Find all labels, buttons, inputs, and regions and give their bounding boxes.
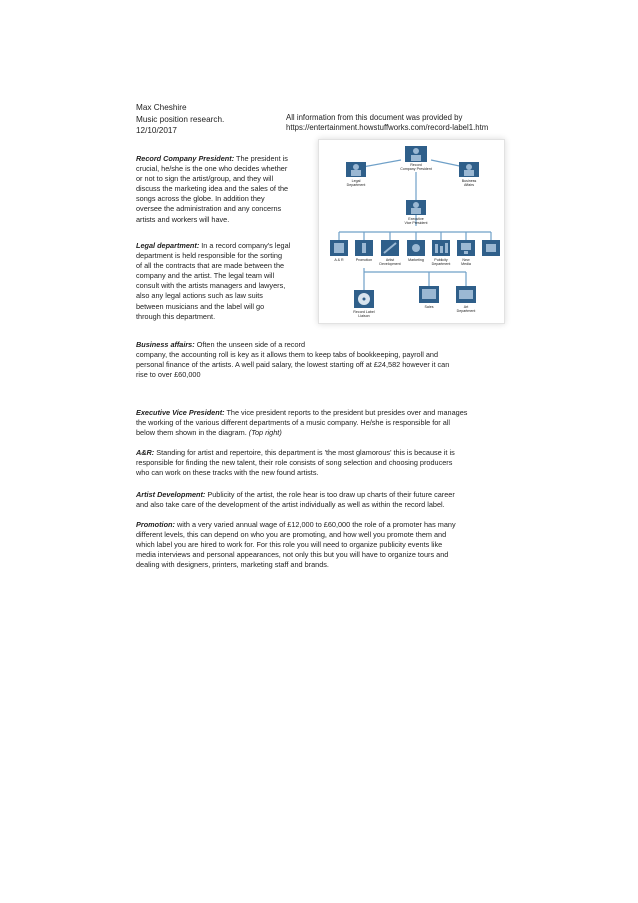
- promotion-line: different levels, this can depend on who you are promoting, and how well you promote them and: [136, 530, 447, 540]
- document-date: 12/10/2017: [136, 126, 177, 135]
- business-section: [136, 340, 506, 380]
- business-line: company, the accounting roll is key as it allows them to keep tabs of bookkeeping, payroll and: [136, 350, 439, 360]
- president-line: artists and workers will have.: [136, 214, 230, 224]
- marketing-node: [407, 240, 425, 262]
- art-node: [456, 286, 476, 313]
- evp-label-2: Vice President: [404, 221, 428, 225]
- promotion-label: Promotion: [355, 258, 373, 262]
- org-chart-svg: [319, 140, 504, 323]
- author-name: Max Cheshire: [136, 103, 187, 112]
- new-media-label-2: Media: [461, 262, 471, 266]
- document-title: Music position research.: [136, 114, 225, 124]
- business-line: rise to over £60,000: [136, 370, 201, 380]
- legal-heading: Legal department:: [136, 241, 200, 250]
- president-line: discuss the marketing idea and the sales of the: [136, 184, 289, 194]
- liaison-label-1: Record Label: [353, 310, 375, 314]
- document-header: [136, 102, 224, 137]
- liaison-node: [353, 290, 375, 318]
- legal-section: [136, 241, 316, 322]
- evp-heading: Executive Vice President:: [136, 408, 225, 417]
- ar-node: [330, 240, 348, 262]
- promotion-heading: Promotion:: [136, 520, 175, 529]
- artist-dev-node: [379, 240, 400, 266]
- legal-line: department is held responsible for the sorting: [136, 251, 283, 261]
- promotion-line: media interviews and personal appearances, not only this but you will have to organize tours and: [136, 550, 449, 560]
- artist-dev-heading: Artist Development:: [136, 490, 206, 499]
- evp-line: below them shown in the diagram.: [136, 428, 249, 438]
- legal-label-2: Department: [346, 183, 366, 187]
- ar-line: Standing for artist and repertoire, this department is 'the most glamorous' this is because it is: [154, 448, 455, 457]
- evp-label-1: Executive: [408, 217, 424, 221]
- promotion-line: which label you are hired to work for. For this role you will need to organize publicity events like: [136, 540, 443, 550]
- legal-node: [346, 162, 366, 187]
- publicity-label-2: Department: [431, 262, 451, 266]
- legal-label-1: Legal: [351, 179, 361, 183]
- promotion-node: [355, 240, 373, 262]
- source-url: https://entertainment.howstuffworks.com/record-label1.htm: [286, 123, 489, 132]
- publicity-label-1: Publicity: [434, 258, 448, 262]
- liaison-label-2: Liaison: [358, 314, 370, 318]
- artist-dev-line: Publicity of the artist, the role hear is too draw up charts of their future career: [205, 490, 455, 499]
- artist-dev-line: and also take care of the development of the artist individually as well as within the record label.: [136, 500, 445, 510]
- president-line: crucial, he/she is the one who decides whether: [136, 164, 288, 174]
- legal-line: through this department.: [136, 311, 216, 321]
- business-label-1: Business: [461, 179, 477, 183]
- president-label-2: Company President: [400, 167, 432, 171]
- sales-node: [419, 286, 439, 309]
- org-chart-diagram: [318, 139, 505, 324]
- evp-line: the working of the various different departments of a music company. He/she is responsible for all: [136, 418, 451, 428]
- artist-dev-section: [136, 490, 506, 510]
- president-section: [136, 154, 316, 225]
- evp-line: The vice president reports to the president but presides over and manages: [224, 408, 468, 417]
- president-line: The president is: [234, 154, 288, 163]
- sales-label: Sales: [424, 305, 434, 309]
- ar-line: who can work on these tracks with the new found artists.: [136, 468, 319, 478]
- president-line: oversee the administration and any concerns: [136, 204, 282, 214]
- legal-line: also any legal actions such as law suits: [136, 291, 263, 301]
- extra-node: [482, 240, 500, 256]
- ar-label: A & R: [334, 258, 344, 262]
- evp-node: [404, 200, 427, 225]
- ar-line: responsible for finding the new talent, their role consists of song selection and choosing producers: [136, 458, 453, 468]
- business-line: personal finance of the artists. A well paid salary, the lowest starting off at £24,582 however it can: [136, 360, 450, 370]
- legal-line: of all the contracts that are made between the: [136, 261, 285, 271]
- legal-line: company and the artist. The legal team will: [136, 271, 275, 281]
- artist-dev-label-1: Artist: [385, 258, 395, 262]
- business-label-2: Affairs: [463, 183, 475, 187]
- evp-section: [136, 408, 506, 438]
- president-heading: Record Company President:: [136, 154, 235, 163]
- president-line: or not to sign the artist/group, and they will: [136, 174, 274, 184]
- president-node: [400, 146, 432, 171]
- ar-heading: A&R:: [136, 448, 155, 457]
- art-label-1: Art: [463, 305, 469, 309]
- business-heading: Business affairs:: [136, 340, 195, 349]
- publicity-node: [432, 240, 451, 266]
- source-line-1: All information from this document was provided by: [286, 113, 463, 122]
- legal-line: consult with the artists managers and lawyers,: [136, 281, 286, 291]
- president-line: songs across the globe. In addition they: [136, 194, 265, 204]
- promotion-section: [136, 520, 506, 570]
- artist-dev-label-2: Development: [379, 262, 401, 266]
- new-media-node: [457, 240, 475, 266]
- business-node: [459, 162, 479, 187]
- promotion-line: with a very varied annual wage of £12,000 to £60,000 the role of a promoter has many: [174, 520, 456, 529]
- new-media-label-1: New: [462, 258, 470, 262]
- evp-note: (Top right): [248, 428, 282, 438]
- business-line: Often the unseen side of a record: [194, 340, 306, 349]
- marketing-label: Marketing: [408, 258, 424, 262]
- ar-section: [136, 448, 506, 478]
- legal-line: In a record company's legal: [199, 241, 291, 250]
- promotion-line: dealing with designers, printers, marketing staff and brands.: [136, 560, 329, 570]
- source-note: [286, 113, 526, 133]
- president-label-1: Record: [410, 163, 422, 167]
- art-label-2: Department: [456, 309, 476, 313]
- legal-line: between musicians and the label will go: [136, 301, 265, 311]
